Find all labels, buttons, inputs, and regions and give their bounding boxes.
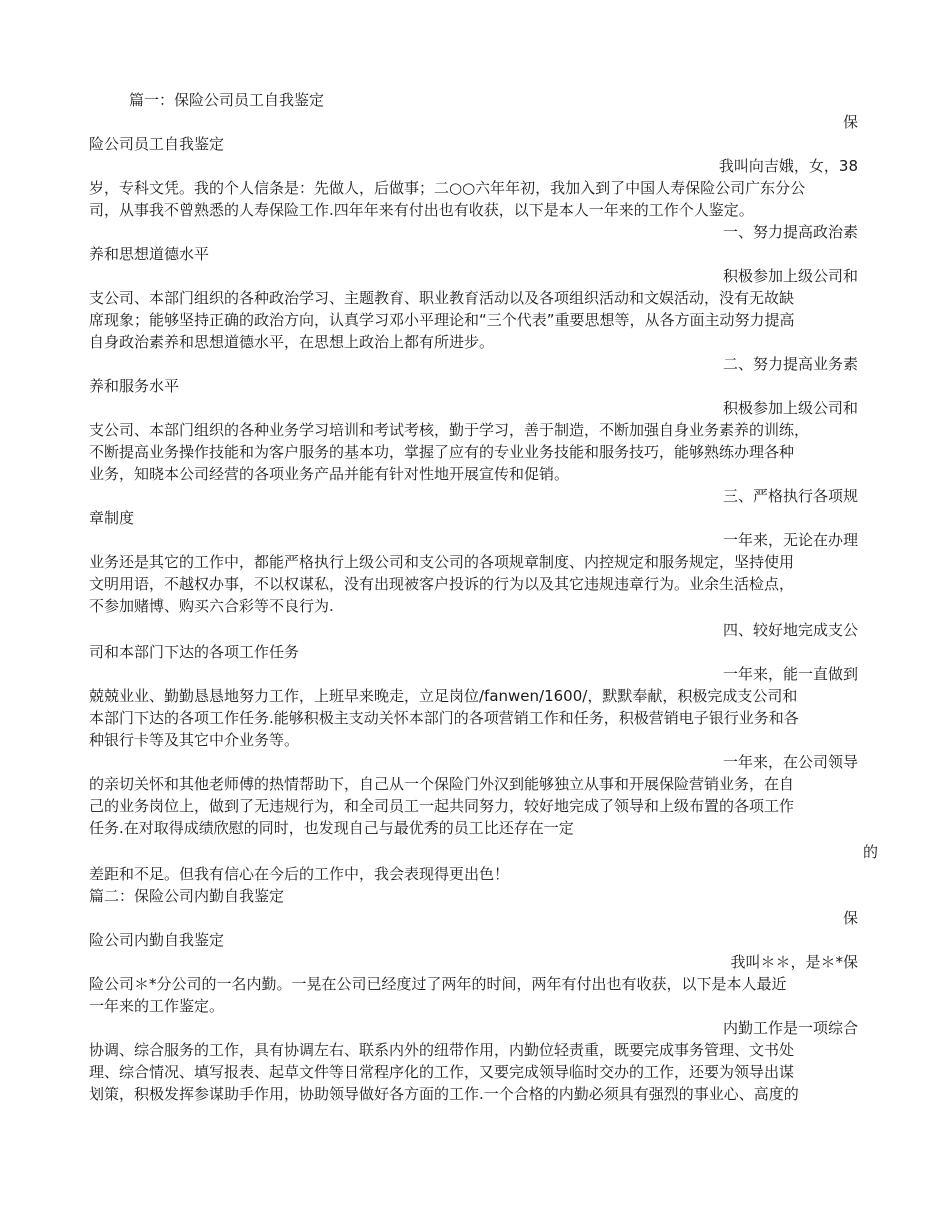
paragraph-line: 己的业务岗位上，做到了无违规行为，和全司员工一起共同努力，较好地完成了领导和上级布置的各项工作	[89, 797, 795, 815]
section1-title-end: 险公司员工自我鉴定	[89, 135, 225, 153]
paragraph-line: 的亲切关怀和其他老师傅的热情帮助下，自己从一个保险门外汉到能够独立从事和开展保险营销业务，在自	[89, 775, 795, 793]
section2-heading: 篇二：保险公司内勤自我鉴定	[89, 887, 285, 905]
section-title-line: 四、较好地完成支公	[722, 621, 858, 639]
section-title-line: 三、严格执行各项规	[722, 487, 858, 505]
paragraph-line: 一年来，能一直做到	[722, 665, 858, 683]
paragraph-line: 支公司、本部门组织的各种业务学习培训和考试考核，勤于学习，善于制造，不断加强自身业务素养的训练，	[89, 421, 810, 439]
section1-title-start: 保	[842, 113, 858, 131]
paragraph-line: 兢兢业业、勤勤恳恳地努力工作，上班早来晚走，立足岗位/fanwen/1600/，默默奉献，积极完成支公司和	[89, 687, 798, 705]
paragraph-line: 我叫＊＊，是＊*保	[730, 953, 858, 971]
paragraph-line: 任务.在对取得成绩欣慰的同时，也发现自己与最优秀的员工比还存在一定	[89, 819, 574, 837]
paragraph-line: 席现象；能够坚持正确的政治方向，认真学习邓小平理论和“三个代表”重要思想等，从各方面主动努力提高	[89, 311, 795, 329]
section-title-line: 养和思想道德水平	[89, 245, 210, 263]
paragraph-line: 支公司、本部门组织的各种政治学习、主题教育、职业教育活动以及各项组织活动和文娱活动，没有无故缺	[89, 289, 795, 307]
paragraph-line: 文明用语，不越权办事，不以权谋私，没有出现被客户投诉的行为以及其它违规违章行为。业余生活检点，	[89, 575, 795, 593]
section-title-line: 章制度	[89, 509, 135, 527]
paragraph-line: 一年来，无论在办理	[722, 531, 858, 549]
paragraph-line: 我叫向吉娥，女，38	[718, 157, 858, 175]
paragraph-line: 一年来的工作鉴定。	[89, 997, 225, 1015]
section2-title-end: 险公司内勤自我鉴定	[89, 931, 225, 949]
paragraph-line: 积极参加上级公司和	[722, 399, 858, 417]
paragraph-line: 内勤工作是一项综合	[722, 1019, 858, 1037]
paragraph-line: 划策，积极发挥参谋助手作用，协助领导做好各方面的工作.一个合格的内勤必须具有强烈的事业心、高度的	[89, 1085, 799, 1103]
paragraph-line: 种银行卡等及其它中介业务等。	[89, 731, 300, 749]
paragraph-line: 业务还是其它的工作中，都能严格执行上级公司和支公司的各项规章制度、内控规定和服务规定，坚持使用	[89, 553, 795, 571]
paragraph-line: 理、综合情况、填写报表、起草文件等日常程序化的工作，又要完成领导临时交办的工作，还要为领导出谋	[89, 1063, 795, 1081]
section-title-line: 养和服务水平	[89, 377, 180, 395]
section1-heading: 篇一：保险公司员工自我鉴定	[129, 91, 325, 109]
paragraph-line: 一年来，在公司领导	[722, 753, 858, 771]
paragraph-line: 岁，专科文凭。我的个人信条是：先做人，后做事；二○○六年年初，我加入到了中国人寿保险公司广东分公	[89, 179, 806, 197]
paragraph-line: 自身政治素养和思想道德水平，在思想上政治上都有所进步。	[89, 333, 495, 351]
section-title-line: 司和本部门下达的各项工作任务	[89, 643, 300, 661]
paragraph-line: 险公司＊*分公司的一名内勤。一晃在公司已经度过了两年的时间，两年有付出也有收获，以下是本人最近	[89, 975, 787, 993]
paragraph-line: 差距和不足。但我有信心在今后的工作中，我会表现得更出色！	[89, 865, 510, 883]
section2-title-start: 保	[842, 909, 858, 927]
section-title-line: 一、努力提高政治素	[722, 223, 858, 241]
paragraph-line: 不参加赌博、购买六合彩等不良行为.	[89, 597, 334, 615]
paragraph-line: 协调、综合服务的工作，具有协调左右、联系内外的纽带作用，内勤位轻责重，既要完成事务管理、文书处	[89, 1041, 795, 1059]
section-title-line: 二、努力提高业务素	[722, 355, 858, 373]
paragraph-line: 积极参加上级公司和	[722, 267, 858, 285]
paragraph-line: 本部门下达的各项工作任务.能够积极主支动关怀本部门的各项营销工作和任务，积极营销电子银行业务和各	[89, 709, 799, 727]
paragraph-line: 不断提高业务操作技能和为客户服务的基本功，掌握了应有的专业业务技能和服务技巧，能够熟练办理各种	[89, 443, 795, 461]
paragraph-tail: 的	[862, 843, 878, 861]
paragraph-line: 司，从事我不曾熟悉的人寿保险工作.四年年来有付出也有收获，以下是本人一年来的工作个人鉴定。	[89, 201, 754, 219]
paragraph-line: 业务，知晓本公司经营的各项业务产品并能有针对性地开展宣传和促销。	[89, 465, 570, 483]
